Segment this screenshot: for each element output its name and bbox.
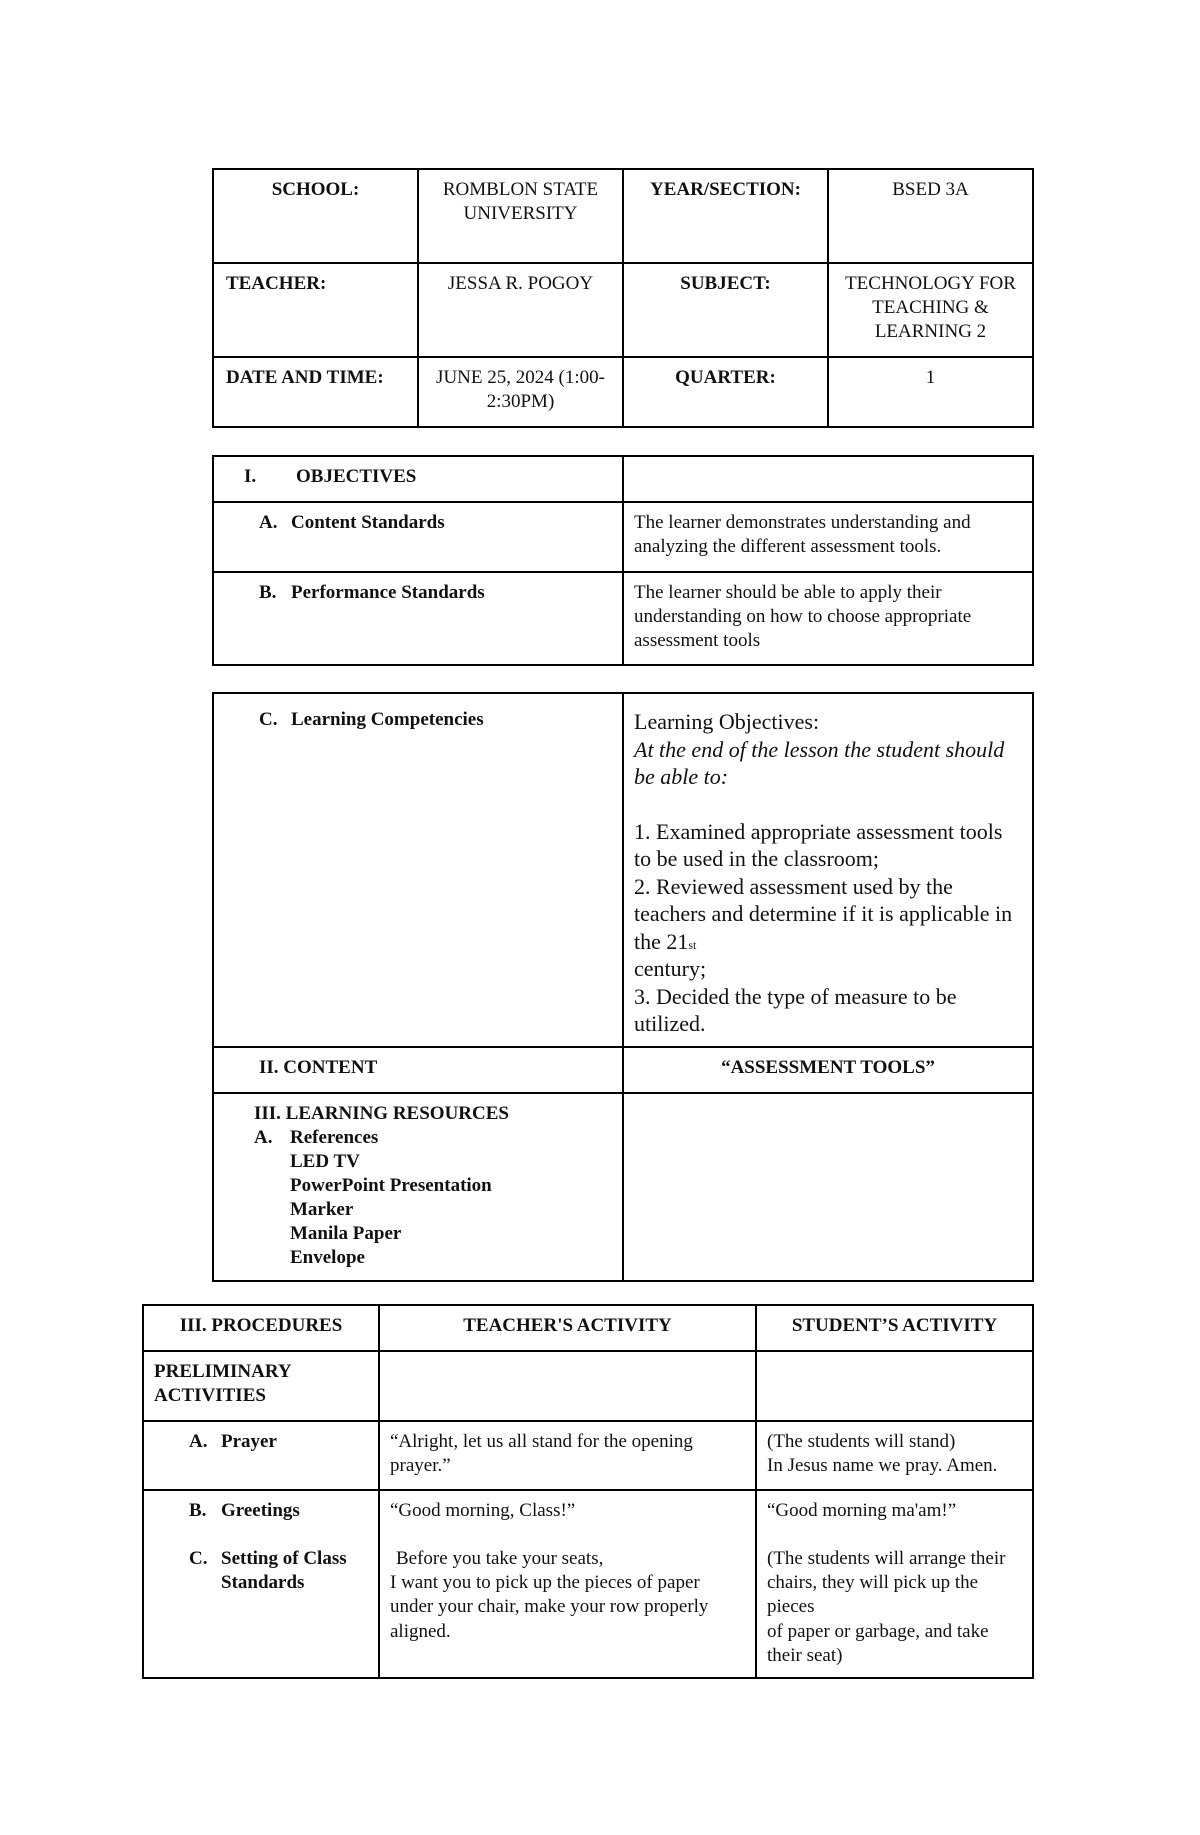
header-info-table <box>212 168 1034 428</box>
content-label: II. CONTENT <box>213 1047 623 1093</box>
quarter-value: 1 <box>828 357 1033 427</box>
learning-objectives-cell <box>623 693 1033 1047</box>
objectives-numeral: I. <box>244 466 257 487</box>
learning-resources-label: III. LEARNING RESOURCES <box>254 1102 509 1124</box>
learning-competencies-label: Learning Competencies <box>291 709 484 730</box>
greetings-letter: B. <box>189 1500 207 1521</box>
date-time-value: JUNE 25, 2024 (1:00-2:30PM) <box>418 357 623 427</box>
date-time-label: DATE AND TIME: <box>213 357 418 427</box>
prayer-student-line-1: (The students will stand) <box>767 1431 956 1452</box>
school-label: SCHOOL: <box>213 169 418 263</box>
greetings-student-text: “Good morning ma'am!” <box>767 1500 957 1521</box>
performance-standards-cell <box>213 572 623 665</box>
resource-item: LED TV <box>290 1150 360 1172</box>
objective-item-1: 1. Examined appropriate assessment tools to be used in the classroom; <box>634 818 1003 871</box>
teacher-activity-header: TEACHER'S ACTIVITY <box>379 1305 756 1351</box>
content-standards-letter: A. <box>259 512 278 533</box>
resource-item: Manila Paper <box>290 1223 402 1245</box>
procedures-table <box>142 1304 1034 1679</box>
greetings-standards-cell <box>143 1490 379 1678</box>
preliminary-teacher-empty <box>379 1351 756 1421</box>
preliminary-activities-label: PRELIMINARY ACTIVITIES <box>143 1351 379 1421</box>
performance-standards-label: Performance Standards <box>291 582 485 603</box>
learning-resources-empty-cell <box>623 1093 1033 1281</box>
class-standards-letter: C. <box>189 1548 208 1570</box>
subject-value: TECHNOLOGY FOR TEACHING & LEARNING 2 <box>828 263 1033 357</box>
procedures-header: III. PROCEDURES <box>143 1305 379 1351</box>
content-standards-label: Content Standards <box>291 512 445 533</box>
greetings-teacher-cell <box>379 1490 756 1678</box>
prayer-cell <box>143 1421 379 1490</box>
competencies-table <box>212 692 1034 1282</box>
standards-student-line-1: (The students will arrange their chairs, they will pick up the pieces <box>767 1548 1006 1618</box>
greetings-student-cell <box>756 1490 1033 1678</box>
performance-standards-text: The learner should be able to apply their understanding on how to choose appropriate assessment tools <box>623 572 1033 665</box>
student-activity-header: STUDENT’S ACTIVITY <box>756 1305 1033 1351</box>
prayer-teacher-text: “Alright, let us all stand for the opening prayer.” <box>379 1421 756 1490</box>
learning-resources-cell <box>213 1093 623 1281</box>
objective-item-2-text: 2. Reviewed assessment used by the teachers and determine if it is applicable in the 21 <box>634 873 1013 954</box>
resource-item: PowerPoint Presentation <box>290 1174 492 1196</box>
quarter-label: QUARTER: <box>623 357 828 427</box>
objective-item-2-superscript: st <box>688 937 697 952</box>
standards-teacher-line-2: I want you to pick up the pieces of paper under your chair, make your row properly aligned. <box>390 1572 709 1642</box>
objectives-title: OBJECTIVES <box>296 466 417 487</box>
greetings-label: Greetings <box>221 1500 300 1521</box>
year-section-value: BSED 3A <box>828 169 1033 263</box>
prayer-label: Prayer <box>221 1431 277 1452</box>
standards-student-line-2: of paper or garbage, and take their seat) <box>767 1620 989 1666</box>
objective-item-2 <box>634 873 1022 956</box>
learning-objectives-title: Learning Objectives: <box>634 709 820 734</box>
resource-item: Envelope <box>290 1247 365 1269</box>
standards-teacher-line-1: Before you take your seats, <box>396 1548 604 1570</box>
content-standards-text: The learner demonstrates understanding and analyzing the different assessment tools. <box>623 502 1033 572</box>
content-standards-cell <box>213 502 623 572</box>
objectives-heading <box>213 456 623 502</box>
preliminary-student-empty <box>756 1351 1033 1421</box>
prayer-student-line-2: In Jesus name we pray. Amen. <box>767 1455 998 1477</box>
objective-item-3: 3. Decided the type of measure to be utilized. <box>634 983 957 1036</box>
prayer-student-cell <box>756 1421 1033 1490</box>
school-value: ROMBLON STATE UNIVERSITY <box>418 169 623 263</box>
subject-label: SUBJECT: <box>623 263 828 357</box>
learning-competencies-cell <box>213 693 623 1047</box>
class-standards-label: Setting of Class Standards <box>221 1548 347 1594</box>
greetings-teacher-text: “Good morning, Class!” <box>390 1500 576 1521</box>
objective-item-2-cont: century; <box>634 956 707 981</box>
teacher-label: TEACHER: <box>213 263 418 357</box>
year-section-label: YEAR/SECTION: <box>623 169 828 263</box>
references-letter: A. <box>254 1126 273 1148</box>
learning-competencies-letter: C. <box>259 709 278 730</box>
performance-standards-letter: B. <box>259 582 277 603</box>
teacher-value: JESSA R. POGOY <box>418 263 623 357</box>
references-label: References <box>290 1126 379 1148</box>
learning-objectives-intro: At the end of the lesson the student should be able to: <box>634 736 1005 789</box>
content-value: “ASSESSMENT TOOLS” <box>623 1047 1033 1093</box>
objectives-empty-cell <box>623 456 1033 502</box>
prayer-letter: A. <box>189 1431 208 1452</box>
resource-item: Marker <box>290 1199 354 1220</box>
objectives-table <box>212 455 1034 666</box>
